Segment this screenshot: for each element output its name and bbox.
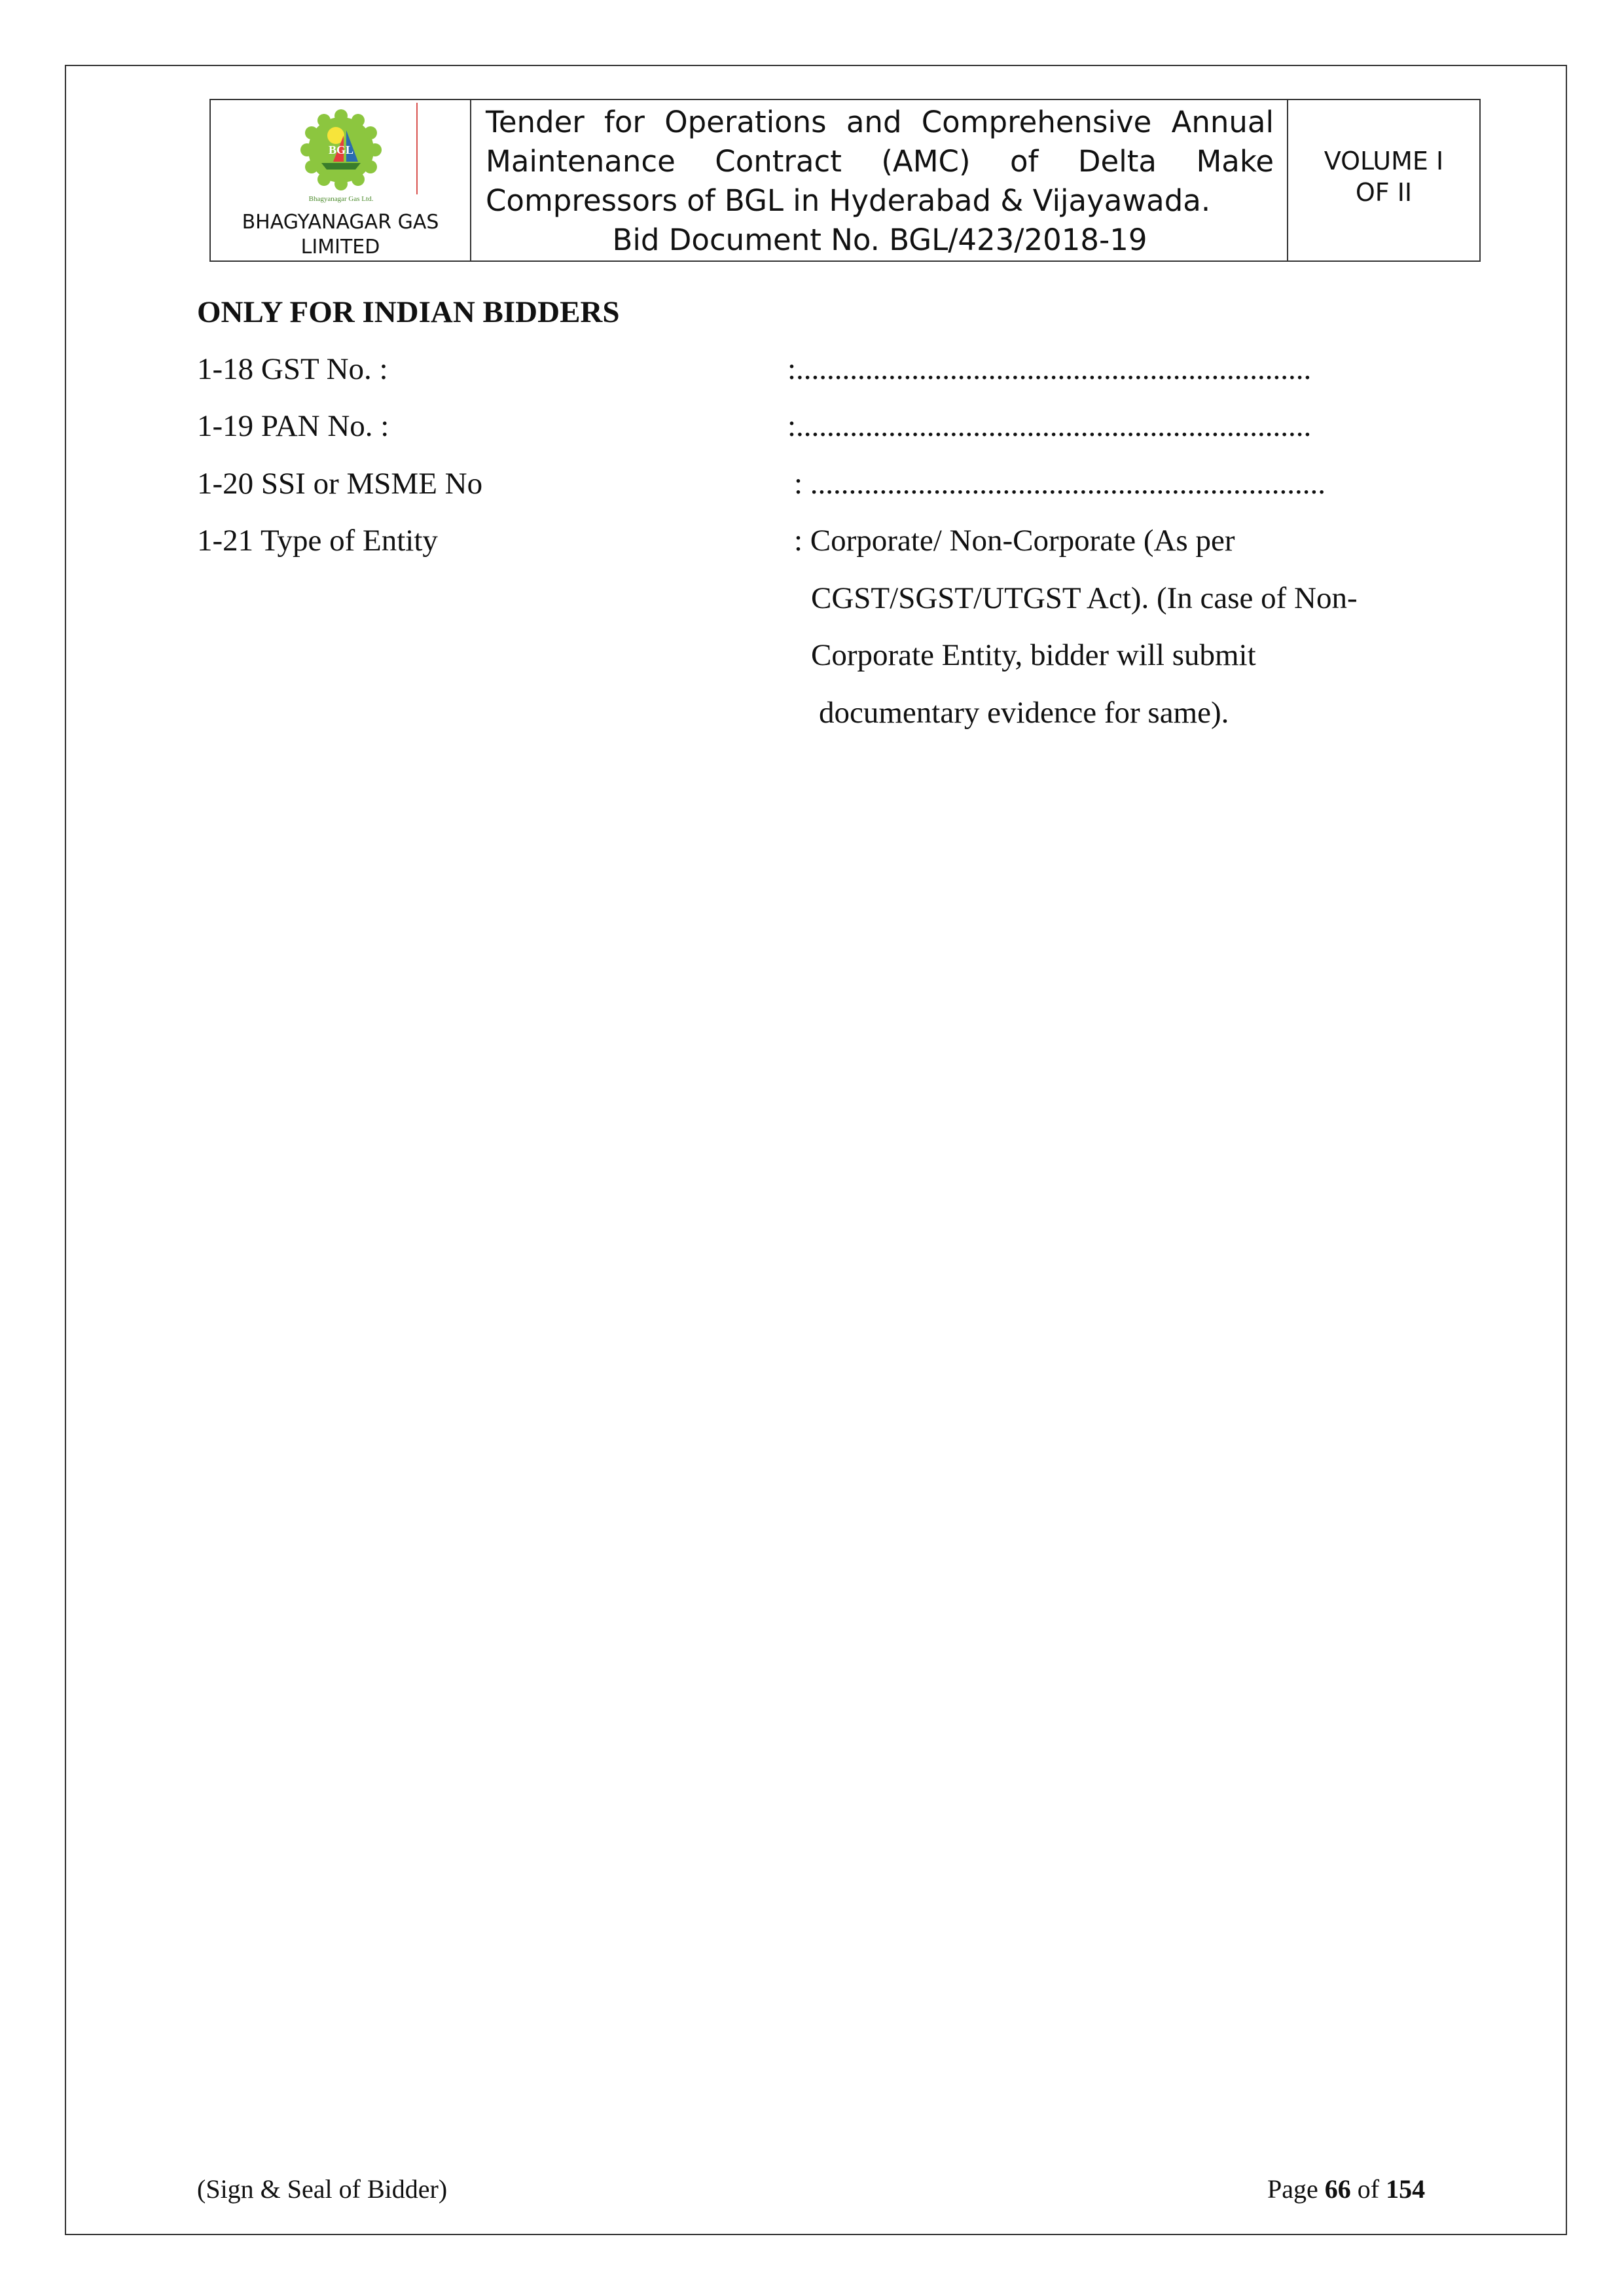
page-border [65, 65, 1567, 2235]
entity-type-continuation-1: CGST/SGST/UTGST Act). (In case of Non- [811, 581, 1358, 615]
header-logo-cell [211, 100, 471, 260]
logo-caption: Bhagyanagar Gas Ltd. [308, 195, 374, 203]
header-divider-line [416, 103, 418, 194]
msme-field[interactable]: : ................................................................... [794, 467, 1326, 501]
current-page: 66 [1324, 2174, 1351, 2204]
entity-type-continuation-3: documentary evidence for same). [819, 696, 1229, 730]
pan-field[interactable]: :................................................................... [787, 409, 1312, 443]
company-name [211, 210, 470, 260]
msme-label: 1-20 SSI or MSME No [197, 467, 483, 501]
company-name-line2: LIMITED [300, 236, 380, 259]
of-word: of [1357, 2174, 1380, 2204]
volume-line1: VOLUME I [1324, 146, 1444, 175]
entity-type-value: : Corporate/ Non-Corporate (As per [794, 524, 1235, 558]
volume-label [1288, 100, 1479, 260]
document-header [209, 99, 1481, 262]
entity-type-label: 1-21 Type of Entity [197, 524, 438, 558]
bid-document-number: Bid Document No. BGL/423/2018-19 [612, 223, 1147, 257]
tender-title-line1: Tender for Operations and Comprehensive Annual [486, 105, 1274, 139]
page-number [1267, 2173, 1425, 2206]
tender-title-line3: Compressors of BGL in Hyderabad & Vijayawada. [486, 183, 1211, 218]
gst-field[interactable]: :................................................................... [787, 352, 1312, 386]
sign-seal-label: (Sign & Seal of Bidder) [197, 2174, 448, 2204]
tender-title-line2: Maintenance Contract (AMC) of Delta Make [486, 144, 1274, 179]
pan-label: 1-19 PAN No. : [197, 409, 389, 443]
section-title: ONLY FOR INDIAN BIDDERS [197, 295, 620, 329]
tender-title [471, 100, 1288, 260]
volume-line2: OF II [1355, 177, 1413, 207]
gst-label: 1-18 GST No. : [197, 352, 388, 386]
total-pages: 154 [1386, 2174, 1426, 2204]
logo-text: BGL [328, 143, 354, 156]
company-name-line1: BHAGYANAGAR GAS [242, 211, 439, 234]
entity-type-continuation-2: Corporate Entity, bidder will submit [811, 638, 1256, 672]
bgl-logo-icon [300, 109, 382, 207]
page-word: Page [1267, 2174, 1318, 2204]
